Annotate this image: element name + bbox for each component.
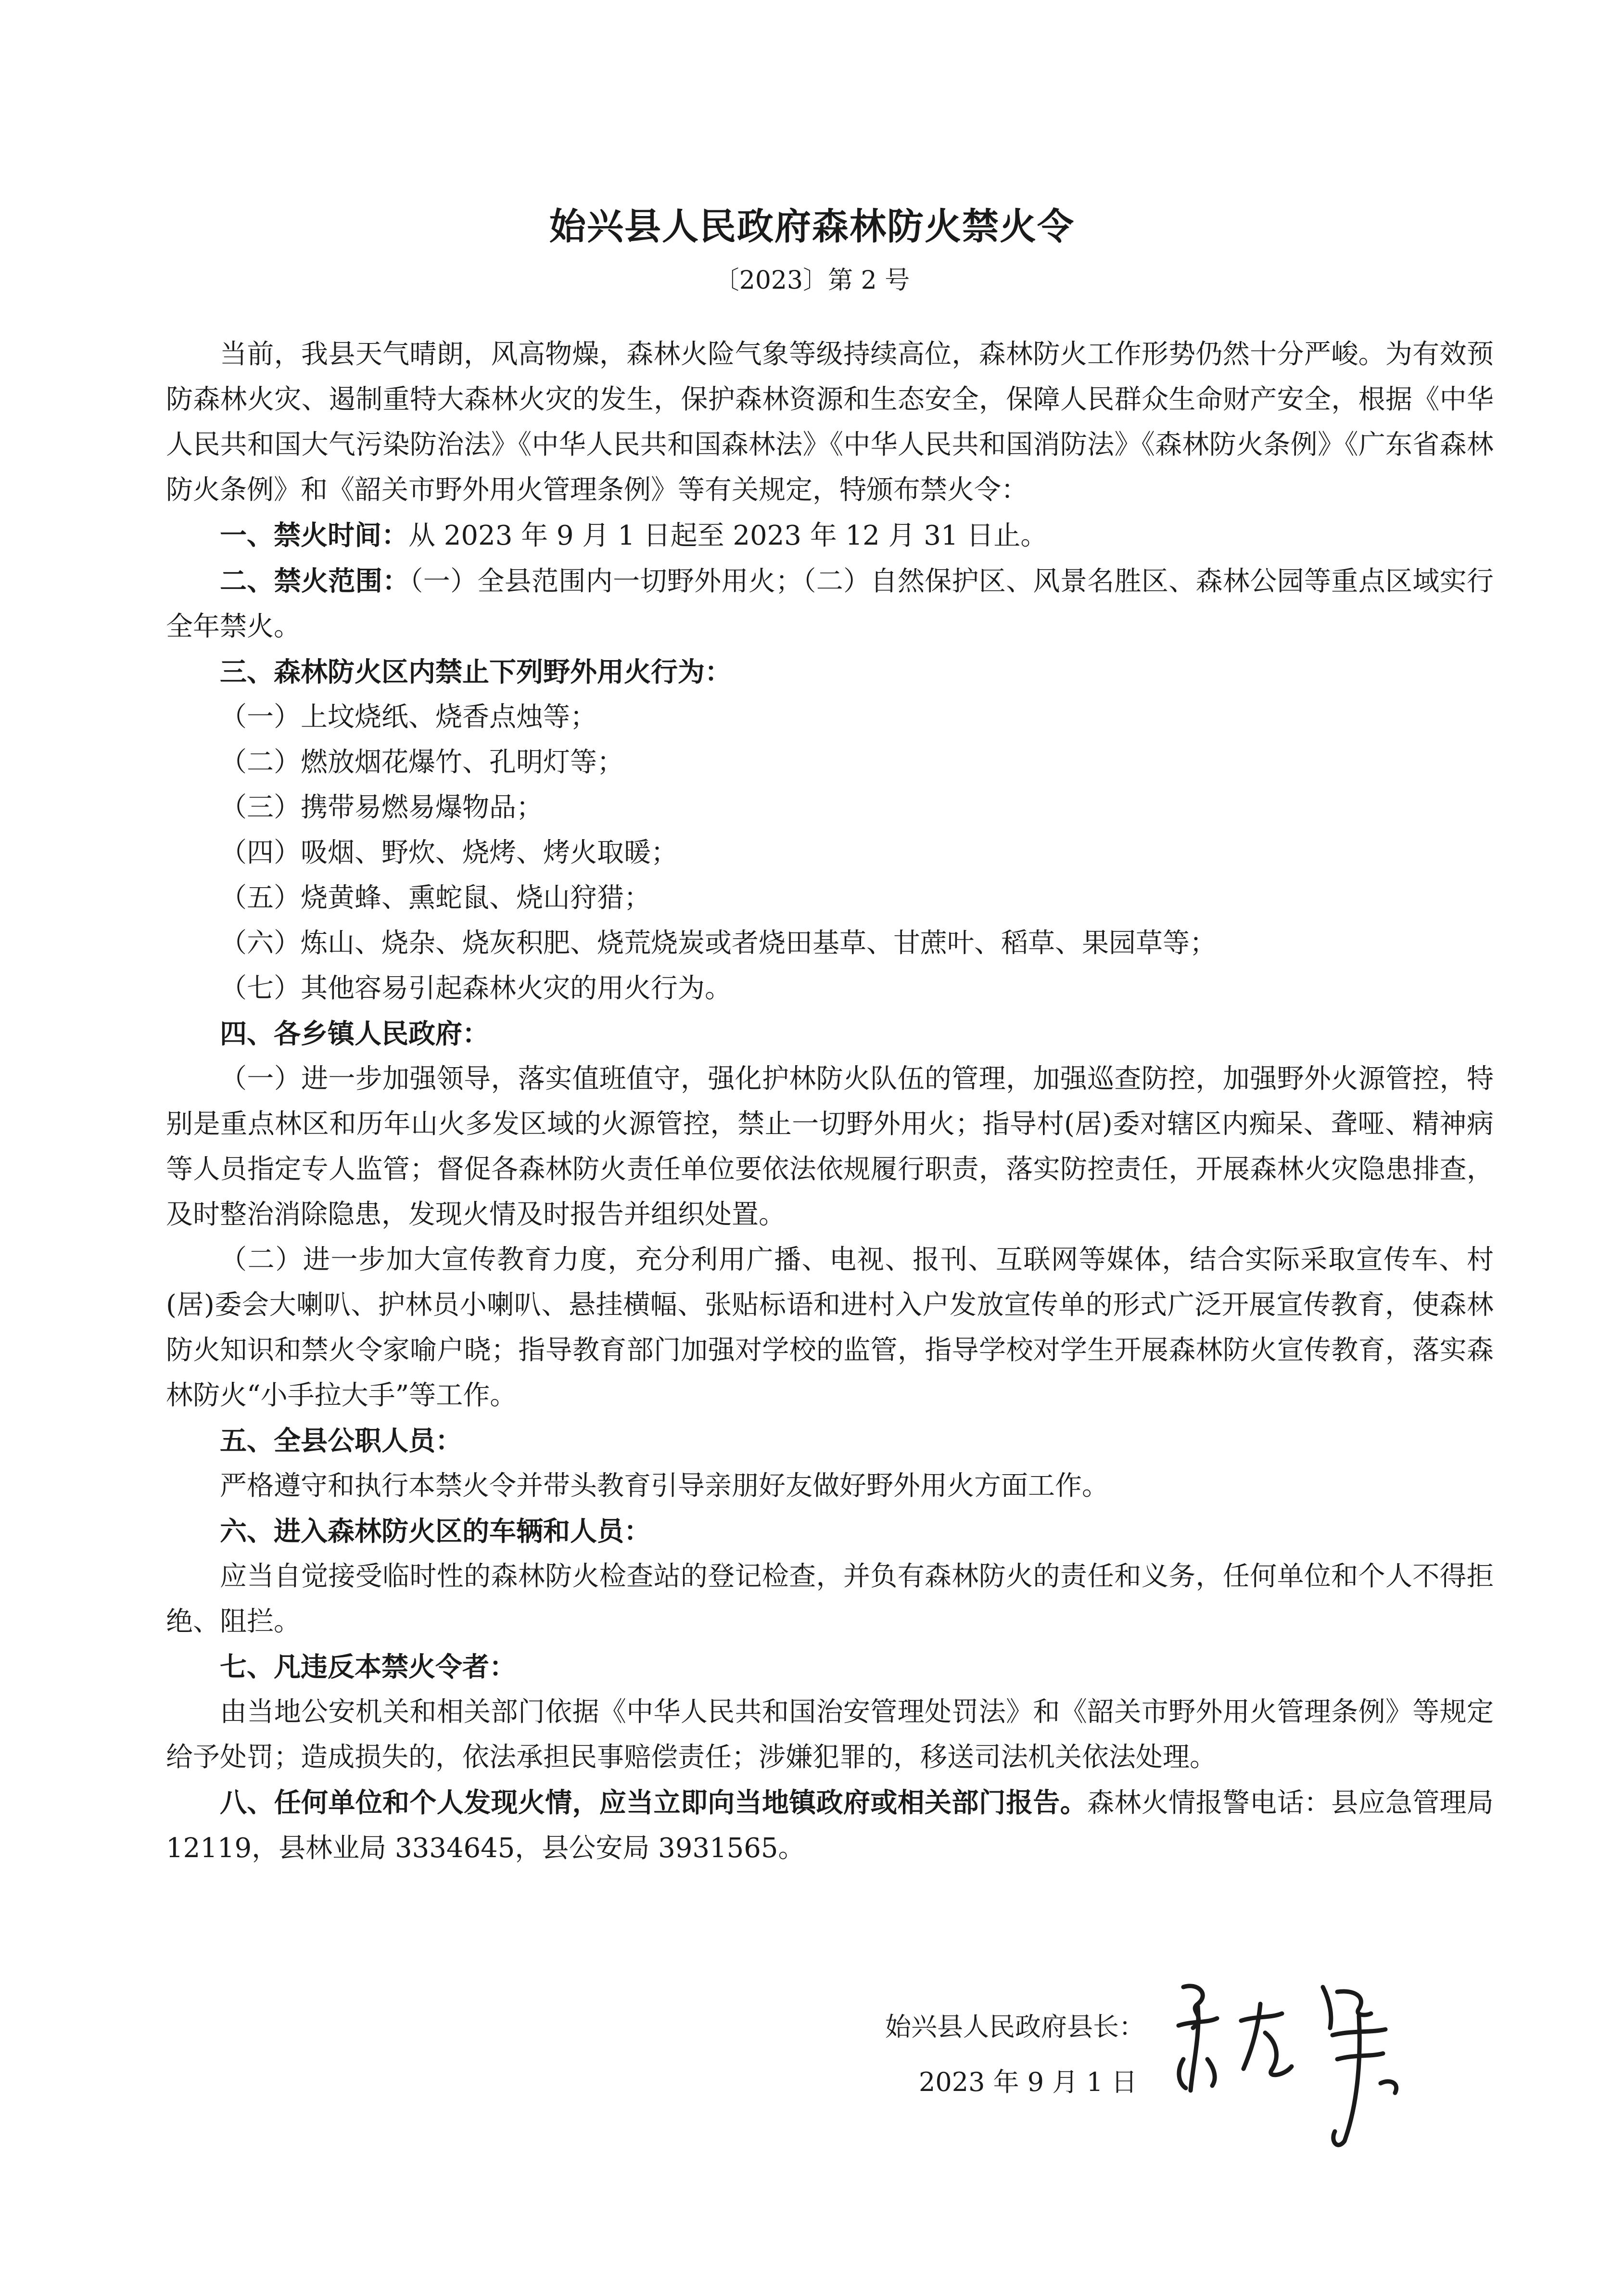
list-item: （六）炼山、烧杂、烧灰积肥、烧荒烧炭或者烧田基草、甘蔗叶、稻草、果园草等； — [220, 928, 1217, 959]
list-item: （四）吸烟、野炊、烧烤、烤火取暖； — [220, 837, 678, 868]
section-8-bold: 八、任何单位和个人发现火情，应当立即向当地镇政府或相关部门报告。 — [220, 1787, 1088, 1819]
section-7-text: 由当地公安机关和相关部门依据《中华人民共和国治安管理处罚法》和《韶关市野外用火管理条例》等规定给予处罚；造成损失的，依法承担民事赔偿责任；涉嫌犯罪的，移送司法机关依法处理。 — [166, 1696, 1494, 1773]
list-item: （七）其他容易引起森林火灾的用火行为。 — [220, 973, 732, 1004]
section-4-heading: 四、各乡镇人民政府： — [220, 1018, 489, 1050]
list-item: （一）上坟烧纸、烧香点烛等； — [220, 701, 597, 733]
signer-title: 始兴县人民政府县长： — [885, 2012, 1145, 2042]
section-6-heading: 六、进入森林防火区的车辆和人员： — [220, 1516, 651, 1547]
section-6-text: 应当自觉接受临时性的森林防火检查站的登记检查，并负有森林防火的责任和义务，任何单位和个人不得拒绝、阻拦。 — [166, 1561, 1494, 1637]
list-item: （二）燃放烟花爆竹、孔明灯等； — [220, 747, 624, 778]
section-4-paragraph-1: （一）进一步加强领导，落实值班值守，强化护林防火队伍的管理，加强巡查防控，加强野外火源管控，特别是重点林区和历年山火多发区域的火源管控，禁止一切野外用火；指导村(居)委对辖区内痴呆、聋哑、精神病等人员指定专人监管；督促各森林防火责任单位要依法依规履行职责，落实防控责任，开展森林火灾隐患排查，及时整治消除隐患，发现火情及时报告并组织处置。 — [166, 1063, 1494, 1230]
section-5-heading: 五、全县公职人员： — [220, 1425, 462, 1457]
signature-date: 2023 年 9 月 1 日 — [919, 2067, 1137, 2097]
section-7-heading: 七、凡违反本禁火令者： — [220, 1651, 516, 1683]
list-item: （三）携带易燃易爆物品； — [220, 792, 543, 823]
handwritten-signature — [1164, 1968, 1434, 2151]
intro-paragraph: 当前，我县天气晴朗，风高物燥，森林火险气象等级持续高位，森林防火工作形势仍然十分严峻。为有效预防森林火灾、遏制重特大森林火灾的发生，保护森林资源和生态安全，保障人民群众生命财产安全，根据《中华人民共和国大气污染防治法》《中华人民共和国森林法》《中华人民共和国消防法》《森林防火条例》《广东省森林防火条例》和《韶关市野外用火管理条例》等有关规定，特颁布禁火令： — [166, 339, 1494, 506]
document-body — [166, 332, 1494, 1871]
section-2-label: 二、禁火范围： — [220, 565, 410, 597]
document-title: 始兴县人民政府森林防火禁火令 — [549, 205, 1075, 248]
section-1-text: 从 2023 年 9 月 1 日起至 2023 年 12 月 31 日止。 — [408, 520, 1048, 551]
list-item: （五）烧黄蜂、熏蛇鼠、烧山狩猎； — [220, 882, 651, 914]
section-8 — [166, 1780, 1494, 1871]
section-4-paragraph-2: （二）进一步加大宣传教育力度，充分利用广播、电视、报刊、互联网等媒体，结合实际采取宣传车、村(居)委会大喇叭、护林员小喇叭、悬挂横幅、张贴标语和进村入户发放宣传单的形式广泛开展宣传教育，使森林防火知识和禁火令家喻户晓；指导教育部门加强对学校的监管，指导学校对学生开展森林防火宣传教育，落实森林防火“小手拉大手”等工作。 — [166, 1244, 1494, 1411]
section-1-label: 一、禁火时间： — [220, 520, 408, 551]
section-5-text: 严格遵守和执行本禁火令并带头教育引导亲朋好友做好野外用火方面工作。 — [220, 1470, 1109, 1502]
section-1 — [166, 513, 1494, 559]
section-8-text: 森林火情报警电话：县应急管理局 12119，县林业局 3334645，县公安局 3931565。 — [166, 1787, 1494, 1864]
section-2 — [166, 559, 1494, 650]
section-3-heading: 三、森林防火区内禁止下列野外用火行为： — [220, 656, 732, 688]
document-number: 〔2023〕第 2 号 — [714, 266, 910, 295]
section-2-text: （一）全县范围内一切野外用火；（二）自然保护区、风景名胜区、森林公园等重点区域实行全年禁火。 — [166, 566, 1494, 642]
